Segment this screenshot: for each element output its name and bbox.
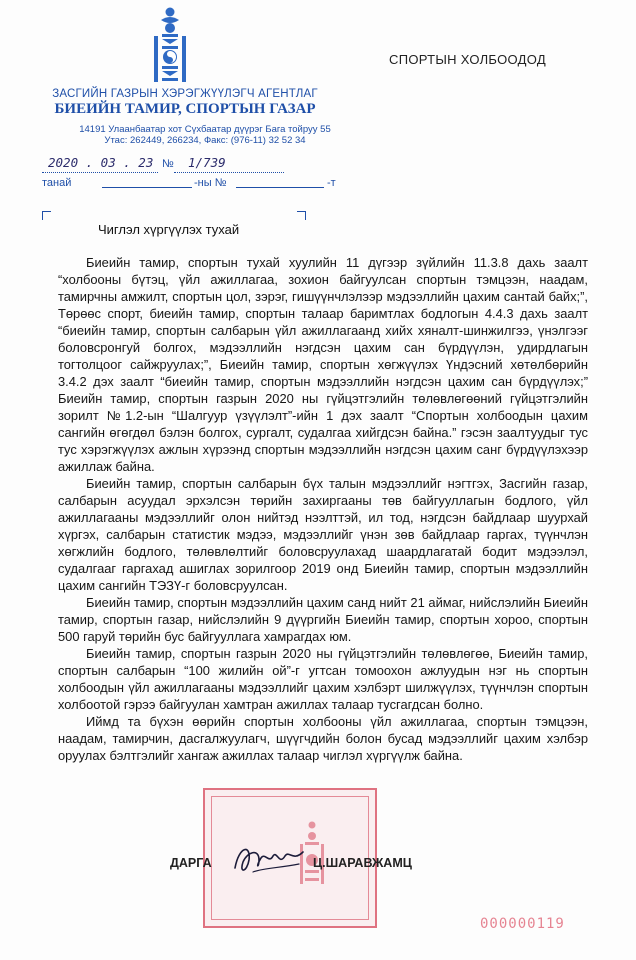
org-name: БИЕИЙН ТАМИР, СПОРТЫН ГАЗАР [54,101,316,117]
serial-number: 000000119 [480,916,565,932]
body-paragraph-4: Биеийн тамир, спортын газрын 2020 ны гүйцэтгэлийн төлөвлөгөө, Биеийн тамир, спортын салбарын “100 жилийн ой”-г угтсан томоохон ажлуудын нэг нь спортын холбоодын үйл ажиллагааны мэдээллийг цахим хэлбэрт шилжүүлэх, түүнчлэн спортын холбоотой гэрээ байгуулан хамтран ажиллах талаар тусгагдсан болно. [58,646,588,712]
signatory-name: Ц.ШАРАВЖАМЦ [313,856,412,870]
reference-tanai: танай [42,177,72,189]
body-paragraph-1: Биеийн тамир, спортын тухай хуулийн 11 дүгээр зүйлийн 11.3.8 дахь заалт “холбооны бүтэц, үйл ажиллагаа, зохион байгуулсан спортын тэмцээн, наадам, тамирчны амжилт, спортын цол, зэрэг, гишүүнчлэлээр мэдээллийн цахим сантай байх;”, Төрөөс спорт, биеийн тамир, спортын талаар баримтлах бодлогын 4.4.3 дахь заалт “биеийн тамир, спортын салбарын үйл ажиллагаанд хийх хяналт-шинжилгээ, үнэлгээг боловсронгуй болгох, мэдээллийн нэгдсэн цахим сан бүрдүүлэн, удирдлагын тогтолцоог сайжруулах;”, Биеийн тамир, спортын хөгжүүлэх Үндэсний хөтөлбөрийн 3.4.2 дэх заалт “биеийн тамир, спортын мэдээллийн нэгдсэн цахим сан бүрдүүлэх;” Биеийн тамир, спортын газрын 2020 ны гүйцэтгэлийн төлөвлөгөөний гүйцэтгэлийн зорилт №1.2-ын “Шалгуур үзүүлэлт”-ийн 1 дэх заалт “Спортын холбоодын цахим сангийн өгөгдөл бэлэн болгох, сургалт, судалгаа хийгдсэн байна.” гэсэн заалтуудыг тус тус хэрэгжүүлэх ажлын хүрээнд спортын мэдээллийн нэгдсэн цахим санг бүрдүүлэхээр ажиллаж байна. [58,255,588,474]
number-label: № [162,158,174,170]
reference-blank-1 [102,187,192,188]
subject-bracket-right [297,211,306,220]
letter-body [58,254,588,764]
number-rule [174,172,284,173]
body-paragraph-3: Биеийн тамир, спортын мэдээллийн цахим санд нийт 21 аймаг, нийслэлийн Биеийн тамир, спортын газар, нийслэлийн 9 дүүргийн Биеийн тамир, спортын хороо, спортын 500 гаруй төрийн бус байгууллага хамрагдах юм. [58,595,588,644]
reference-t: -т [327,177,336,189]
date-rule [42,172,158,173]
signatory-title: ДАРГА [170,856,212,870]
handwritten-signature-icon [229,838,309,882]
reference-blank-2 [236,187,324,188]
subject-bracket-left [42,211,51,220]
body-paragraph-5: Иймд та бүхэн өөрийн спортын холбооны үйл ажиллагаа, спортын тэмцээн, наадам, тамирчин, дасгалжуулагч, шүүгчдийн болон бусад мэдээллийг цахим хэлбэр оруулах бэлтгэлийг хангаж ажиллах талаар чиглэл хүргүүлж байна. [58,714,588,763]
org-address: 14191 Улаанбаатар хот Сүхбаатар дүүрэг Бага тойруу 55 [79,124,331,135]
soyombo-emblem-icon [149,6,191,88]
letter-subject: Чиглэл хүргүүлэх тухай [98,222,240,237]
org-contacts: Утас: 262449, 266234, Факс: (976-11) 32 52 34 [104,135,306,146]
letter-number: 1/739 [188,155,226,170]
reference-ny-no: -ны № [194,177,227,189]
org-parent-agency: ЗАСГИЙН ГАЗРЫН ХЭРЭГЖҮҮЛЭГЧ АГЕНТЛАГ [52,88,318,100]
recipient: СПОРТЫН ХОЛБООДОД [389,52,546,67]
body-paragraph-2: Биеийн тамир, спортын салбарын бүх талын мэдээллийг нэгтгэх, Засгийн газар, салбарын асуудал эрхэлсэн төрийн захиргааны төв байгууллагын бодлого, үйл ажиллагааны мэдээллийг олон нийтэд нээлттэй, ил тод, нэгдсэн байдлаар шуурхай хүргэх, салбарын статистик мэдээ, мэдээллийг үнэн зөв байдлаар гаргах, түүнчлэн хөгжлийн бодлого, төлөвлөлтийг боловсруулахад шаардлагатай бодит мэдээлэл, судалгааг гаргахад ашиглах зорилгоор 2019 онд Биеийн тамир, спортын мэдээллийн цахим сангийн ТЭЗҮ-г боловсруулсан. [58,476,588,593]
letter-date: 2020 . 03 . 23 [48,155,154,170]
date-number-line [42,153,342,175]
